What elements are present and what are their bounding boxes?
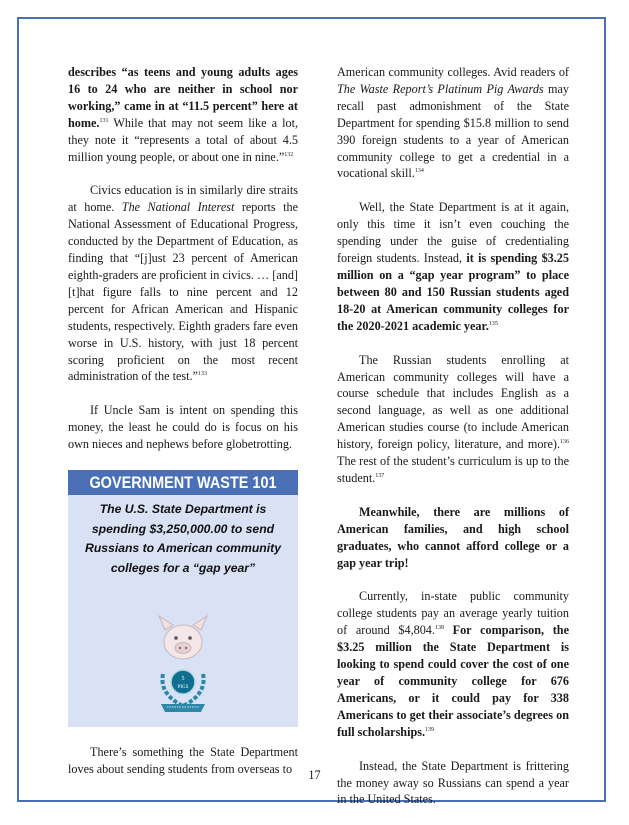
bold-highlight: For comparison, the $3.25 million the State Department is looking to spend could cover the cost of one year of community college for 676 Americans, or it could pay for 338 Americans to get their associate’s degrees on full scholarships. xyxy=(337,623,569,739)
endnote-ref: 136 xyxy=(560,439,569,446)
body-text: The Russian students enrolling at American community colleges will have a course schedule that includes English as a second language, as well as one additional American studies course (to include American history, foreign policy, literature, and more). xyxy=(337,352,569,452)
body-text: The rest of the student’s curriculum is up to the student. xyxy=(337,454,569,485)
callout-title: GOVERNMENT WASTE 101 xyxy=(85,470,281,495)
body-text: Civics education is in similarly dire straits at home. xyxy=(68,183,298,215)
left-paragraph-3: If Uncle Sam is intent on spending this money, the least he could do is focus on his own nieces and nephews before globetrotting. xyxy=(68,403,298,452)
left-paragraph-2 xyxy=(68,182,298,385)
body-text: may recall past admonishment of the State Department for spending $15.8 million to send 390 foreign students to a year of American community college to get a credential in a vocational skill. xyxy=(337,81,569,181)
right-paragraph-2 xyxy=(337,199,569,334)
endnote-ref: 131 xyxy=(99,117,109,124)
body-text: While that may not seem like a lot, they note it “represents a total of about 4.5 million young people, or about one in nine.” xyxy=(68,115,298,164)
endnote-ref: 138 xyxy=(434,625,444,632)
body-text: Well, the State Department is at it again, only this time it isn’t even couching the spending under the guise of credentialing foreign students. Instead, xyxy=(337,200,569,266)
endnote-ref: 135 xyxy=(488,320,498,327)
endnote-ref: 137 xyxy=(375,472,385,479)
body-text: American community colleges. Avid readers of xyxy=(337,65,569,79)
right-paragraph-5 xyxy=(337,588,569,740)
publication-title: The Waste Report’s Platinum Pig Awards xyxy=(337,81,544,96)
left-column xyxy=(68,64,298,795)
government-waste-callout xyxy=(68,470,298,727)
bold-highlight: it is spending $3.25 million on a “gap year program” to place between 80 and 150 Russian students aged 18-20 at American community colleges for the 2020-2021 academic year. xyxy=(337,251,569,333)
endnote-ref: 134 xyxy=(414,168,424,175)
callout-title-bar xyxy=(68,470,298,495)
page-number: 17 xyxy=(308,768,321,782)
left-paragraph-1 xyxy=(68,64,298,165)
svg-text:PIGS: PIGS xyxy=(177,685,189,691)
right-paragraph-4 xyxy=(337,504,569,572)
body-text: Currently, in-state public community college students pay an average yearly tuition of around $4,804. xyxy=(337,589,569,638)
endnote-ref: 133 xyxy=(197,371,207,378)
callout-text: The U.S. State Department is spending $3,250,000.00 to send Russians to American community colleges for a “gap year” xyxy=(85,502,281,575)
right-paragraph-1 xyxy=(337,64,569,182)
publication-title: The National Interest xyxy=(121,200,235,215)
endnote-ref: 139 xyxy=(425,726,435,733)
bold-lead: describes “as teens and young adults ages 16 to 24 who are neither in school nor working,” came in at “11.5 percent” here at home. xyxy=(68,65,298,130)
svg-text:5: 5 xyxy=(181,676,185,683)
pig-award-logo-icon xyxy=(149,612,217,717)
body-text: reports the National Assessment of Educational Progress, conducted by the Department of Education, as finding that “[j]ust 23 percent of American eighth-graders are proficient in civics. … [and] [t]hat figure falls to nine percent and 12 percent for African American and Hispanic students, respectively. Eighth graders fare even worse in U.S. history, with just 18 percent scoring proficient on the most recent administration of the test.” xyxy=(68,200,298,384)
bold-highlight: Meanwhile, there are millions of American families, and high school graduates, who cannot afford college or a gap year trip! xyxy=(337,504,569,570)
endnote-ref: 132 xyxy=(284,151,294,158)
right-column xyxy=(337,64,569,825)
right-paragraph-6: Instead, the State Department is frittering the money away so Russians can spend a year in the United States. xyxy=(337,758,569,807)
right-paragraph-3 xyxy=(337,352,569,487)
left-paragraph-4: There’s something the State Department loves about sending students from overseas to xyxy=(68,745,298,776)
